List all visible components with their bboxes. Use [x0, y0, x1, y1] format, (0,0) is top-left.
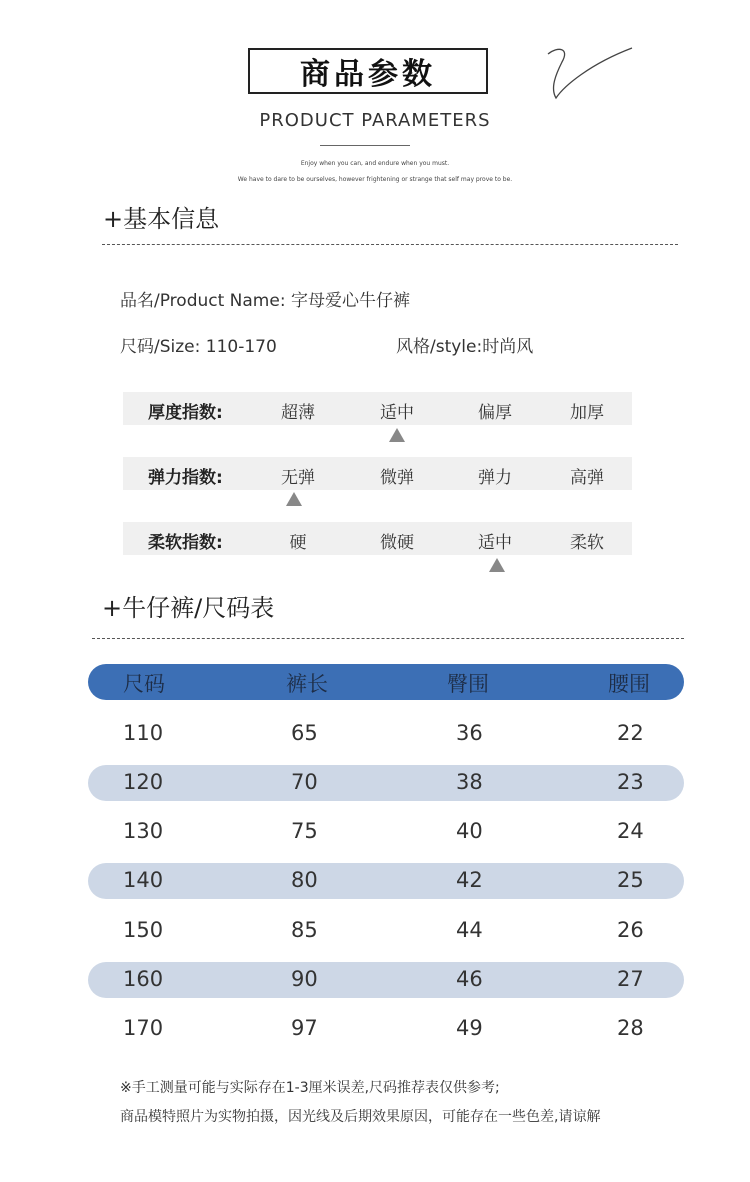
table-cell: 75 — [291, 819, 318, 843]
note-measurement: ※手工测量可能与实际存在1-3厘米误差,尺码推荐表仅供参考; — [120, 1080, 500, 1096]
table-cell: 80 — [291, 868, 318, 892]
tagline-1: Enjoy when you can, and endure when you must. — [300, 160, 450, 167]
column-header: 裤长 — [286, 672, 328, 696]
table-cell: 38 — [456, 770, 483, 794]
basic-info-divider — [102, 244, 678, 245]
product-style: 风格/style:时尚风 — [396, 337, 534, 357]
table-cell: 130 — [123, 819, 164, 843]
table-cell: 140 — [123, 868, 164, 892]
index-option: 无弹 — [281, 468, 315, 488]
table-cell: 120 — [123, 770, 164, 794]
table-cell: 24 — [617, 819, 644, 843]
index-label: 厚度指数: — [148, 403, 223, 423]
column-header: 臀围 — [447, 672, 489, 696]
row-stripe — [88, 863, 684, 899]
row-stripe — [88, 962, 684, 998]
index-option: 超薄 — [281, 403, 315, 423]
product-name: 品名/Product Name: 字母爱心牛仔裤 — [120, 291, 410, 311]
row-stripe — [88, 765, 684, 801]
index-option: 适中 — [380, 403, 414, 423]
index-option: 弹力 — [478, 468, 512, 488]
product-size: 尺码/Size: 110-170 — [120, 337, 277, 357]
basic-info-heading: +基本信息 — [103, 205, 220, 233]
table-cell: 25 — [617, 868, 644, 892]
size-table-header — [88, 664, 684, 700]
column-header: 腰围 — [608, 672, 650, 696]
table-cell: 22 — [617, 721, 644, 745]
note-color: 商品模特照片为实物拍摄，因光线及后期效果原因，可能存在一些色差,请谅解 — [120, 1109, 601, 1125]
table-cell: 46 — [456, 967, 483, 991]
size-chart-heading: +牛仔裤/尺码表 — [102, 594, 275, 622]
table-cell: 70 — [291, 770, 318, 794]
elasticity-indicator-icon — [286, 492, 302, 506]
table-cell: 170 — [123, 1016, 164, 1040]
tagline-2: We have to dare to be ourselves, however frightening or strange that self may prove to be. — [237, 176, 513, 183]
thickness-indicator-icon — [389, 428, 405, 442]
table-cell: 150 — [123, 918, 164, 942]
table-cell: 27 — [617, 967, 644, 991]
index-label: 弹力指数: — [148, 468, 223, 488]
subtitle-underline — [320, 145, 410, 146]
table-cell: 97 — [291, 1016, 318, 1040]
index-option: 硬 — [289, 533, 307, 553]
table-cell: 36 — [456, 721, 483, 745]
table-cell: 160 — [123, 967, 164, 991]
softness-indicator-icon — [489, 558, 505, 572]
column-header: 尺码 — [123, 672, 165, 696]
table-cell: 85 — [291, 918, 318, 942]
index-option: 柔软 — [570, 533, 604, 553]
index-option: 高弹 — [570, 468, 604, 488]
index-option: 适中 — [478, 533, 512, 553]
index-label: 柔软指数: — [148, 533, 223, 553]
table-cell: 26 — [617, 918, 644, 942]
size-chart-divider — [92, 638, 684, 639]
index-option: 偏厚 — [478, 403, 512, 423]
index-option: 微硬 — [380, 533, 414, 553]
table-cell: 65 — [291, 721, 318, 745]
table-cell: 23 — [617, 770, 644, 794]
index-option: 加厚 — [570, 403, 604, 423]
table-cell: 42 — [456, 868, 483, 892]
table-cell: 90 — [291, 967, 318, 991]
scribble-decoration-icon — [540, 40, 640, 110]
table-cell: 44 — [456, 918, 483, 942]
table-cell: 28 — [617, 1016, 644, 1040]
table-cell: 110 — [123, 721, 164, 745]
table-cell: 49 — [456, 1016, 483, 1040]
page-subtitle: PRODUCT PARAMETERS — [259, 110, 491, 131]
page-title: 商品参数 — [248, 48, 488, 94]
index-option: 微弹 — [380, 468, 414, 488]
table-cell: 40 — [456, 819, 483, 843]
